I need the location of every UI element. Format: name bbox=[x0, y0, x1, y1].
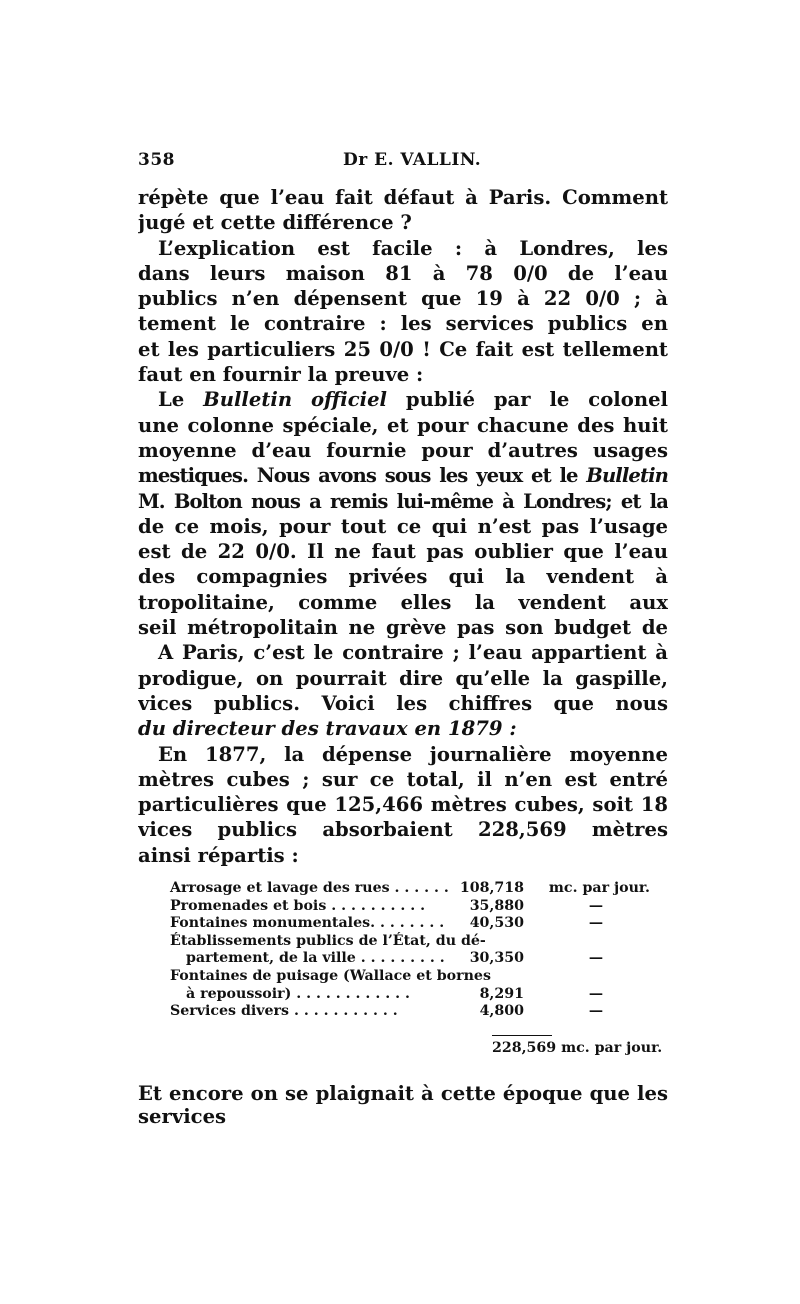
text-line: prodigue, on pourrait dire qu’elle la gaspille, bbox=[138, 666, 668, 690]
page-number: 358 bbox=[138, 150, 175, 170]
text-line: M. Bolton nous a remis lui-même à Londres; et la bbox=[138, 489, 668, 513]
table-row bbox=[170, 915, 650, 933]
row-unit: mc. par jour. bbox=[548, 880, 650, 896]
row-value: 40,530 bbox=[469, 915, 524, 932]
table-row bbox=[170, 898, 650, 916]
row-unit: — bbox=[588, 915, 604, 932]
row-label: Services divers . . . . . . . . . . . bbox=[170, 1003, 398, 1020]
text-line: publics n’en dépensent que 19 à 22 0/0 ; à bbox=[138, 287, 668, 311]
running-header bbox=[138, 150, 668, 174]
text-line: L’explication est facile : à Londres, les bbox=[158, 236, 668, 260]
text-line: du directeur des travaux en 1879 : bbox=[138, 717, 517, 741]
row-label: partement, de la ville . . . . . . . . . bbox=[186, 950, 445, 967]
row-value: 30,350 bbox=[469, 950, 524, 967]
text-line: mètres cubes ; sur ce total, il n’en est entré bbox=[138, 767, 668, 791]
row-label: Promenades et bois . . . . . . . . . . bbox=[170, 897, 426, 914]
text-line: et les particuliers 25 0/0 ! Ce fait est tellement bbox=[138, 337, 668, 361]
body-text bbox=[138, 185, 668, 868]
water-distribution-table bbox=[170, 880, 650, 1021]
table-row bbox=[170, 880, 650, 898]
row-unit: — bbox=[588, 985, 604, 1002]
row-value: 4,800 bbox=[479, 1003, 524, 1020]
text-line: Le Bulletin officiel publié par le colonel bbox=[158, 388, 668, 412]
text-line: répète que l’eau fait défaut à Paris. Comment bbox=[138, 186, 668, 209]
running-title-author: Dr E. VALLIN. bbox=[343, 150, 482, 170]
text-line: vices publics absorbaient 228,569 mètres bbox=[138, 818, 668, 842]
text-line: vices publics. Voici les chiffres que nous bbox=[138, 691, 668, 715]
text-line: seil métropolitain ne grève pas son budget de bbox=[138, 616, 668, 640]
text-line: faut en fournir la preuve : bbox=[138, 363, 424, 387]
text-line: ainsi répartis : bbox=[138, 843, 299, 867]
text-line: des compagnies privées qui la vendent à bbox=[138, 565, 668, 589]
row-label: Fontaines monumentales. . . . . . . . bbox=[170, 915, 445, 932]
text-line: tement le contraire : les services publics en bbox=[138, 312, 668, 336]
row-label: Arrosage et lavage des rues . . . . . . bbox=[170, 880, 449, 896]
text-line: de ce mois, pour tout ce qui n’est pas l’usage bbox=[138, 514, 668, 538]
text-line: moyenne d’eau fournie pour d’autres usages bbox=[138, 438, 668, 462]
table-row bbox=[170, 933, 650, 951]
text-line: jugé et cette différence ? bbox=[138, 211, 412, 235]
text-line: particulières que 125,466 mètres cubes, soit 18 bbox=[138, 793, 668, 817]
text-line: une colonne spéciale, et pour chacune des huit bbox=[138, 413, 668, 437]
row-value: 108,718 bbox=[459, 880, 524, 896]
text-line: dans leurs maison 81 à 78 0/0 de l’eau bbox=[138, 261, 668, 285]
italic-title: Bulletin bbox=[586, 464, 668, 488]
row-unit: — bbox=[588, 897, 604, 914]
text-line: A Paris, c’est le contraire ; l’eau appartient à bbox=[158, 641, 668, 665]
text-line: est de 22 0/0. Il ne faut pas oublier que l’eau bbox=[138, 540, 668, 564]
row-unit: — bbox=[588, 950, 604, 967]
row-label: Établissements publics de l’État, du dé- bbox=[170, 932, 486, 949]
row-value: 35,880 bbox=[469, 897, 524, 914]
table-row bbox=[170, 968, 650, 986]
table-row bbox=[170, 986, 650, 1004]
table-row bbox=[170, 950, 650, 968]
row-unit: — bbox=[588, 1003, 604, 1020]
italic-title: Bulletin officiel bbox=[203, 388, 387, 412]
row-label: à repoussoir) . . . . . . . . . . . . bbox=[186, 985, 410, 1002]
row-label: Fontaines de puisage (Wallace et bornes bbox=[170, 967, 491, 984]
row-value: 8,291 bbox=[479, 985, 524, 1002]
text-line: mestiques. Nous avons sous les yeux et le Bulletin bbox=[138, 464, 668, 488]
total-rule bbox=[492, 1035, 552, 1036]
table-total: 228,569 mc. par jour. bbox=[492, 1040, 663, 1056]
text-line: En 1877, la dépense journalière moyenne bbox=[158, 742, 668, 766]
text-line: tropolitaine, comme elles la vendent aux bbox=[138, 590, 668, 614]
table-row bbox=[170, 1003, 650, 1021]
continuing-text-line: Et encore on se plaignait à cette époque que les services bbox=[138, 1082, 668, 1128]
